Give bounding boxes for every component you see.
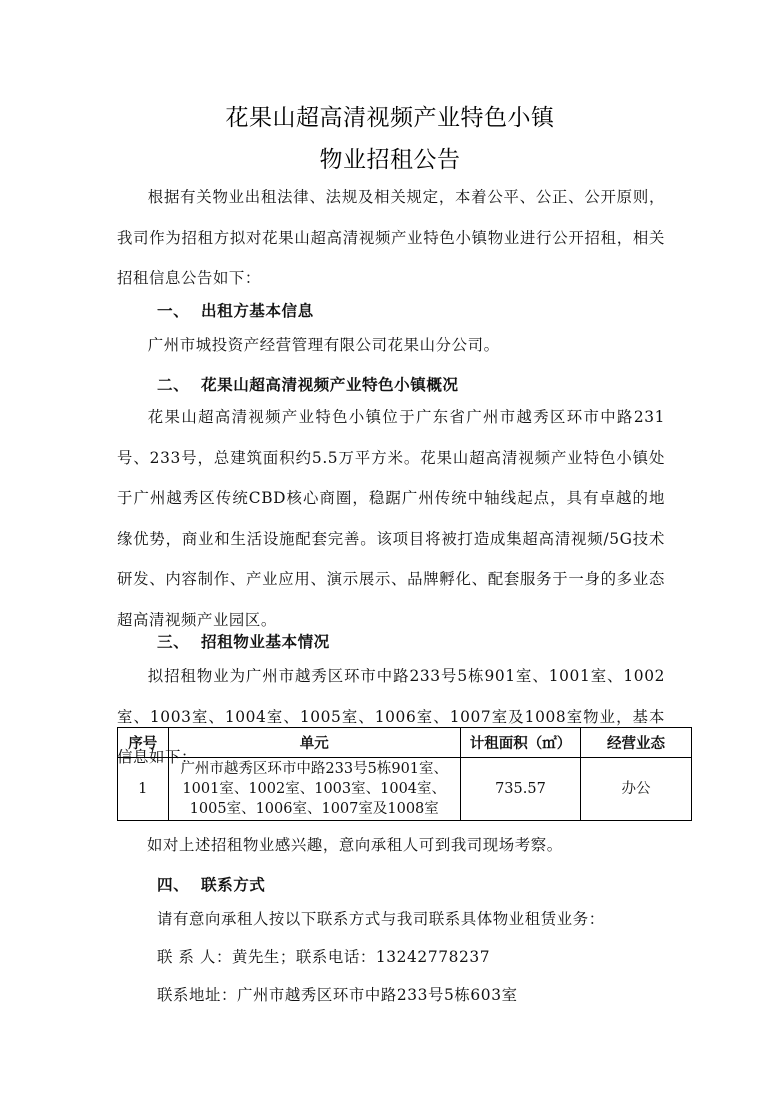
- section-4-title: 联系方式: [201, 876, 266, 894]
- table-cell-index: 1: [118, 758, 169, 821]
- section-1-heading: [157, 299, 314, 321]
- section-3-number: 三、: [157, 633, 190, 651]
- page-subtitle: 物业招租公告: [319, 147, 461, 173]
- after-table-note: 如对上述招租物业感兴趣，意向承租人可到我司现场考察。: [147, 836, 563, 854]
- section-1-number: 一、: [157, 302, 190, 320]
- table-header-unit: 单元: [168, 728, 460, 758]
- section-4-number: 四、: [157, 876, 190, 894]
- section-3-title: 招租物业基本情况: [201, 633, 330, 651]
- section-2-heading: [157, 373, 459, 395]
- section-3-body: 拟招租物业为广州市越秀区环市中路233号5栋901室、1001室、1002室、1003室、1004室、1005室、1006室、1007室及1008室物业，基本信息如下：: [117, 667, 665, 766]
- property-table: [117, 727, 692, 821]
- section-4-body: 请有意向承租人按以下联系方式与我司联系具体物业租赁业务：: [157, 910, 605, 928]
- table-header-type: 经营业态: [581, 728, 692, 758]
- section-2-body: 花果山超高清视频产业特色小镇位于广东省广州市越秀区环市中路231号、233号，总建筑面积约5.5万平方米。花果山超高清视频产业特色小镇处于广州越秀区传统CBD核心商圈，稳踞广州传统中轴线起点，具有卓越的地缘优势，商业和生活设施配套完善。该项目将被打造成集超高清视频/5G技术研发、内容制作、产业应用、演示展示、品牌孵化、配套服务于一身的多业态超高清视频产业园区。: [117, 408, 665, 629]
- contact-line: 联 系 人：黄先生；联系电话：13242778237: [157, 948, 491, 966]
- section-3-heading: [157, 630, 330, 652]
- section-2-number: 二、: [157, 376, 190, 394]
- section-2-title: 花果山超高清视频产业特色小镇概况: [201, 376, 459, 394]
- table-cell-unit: 广州市越秀区环市中路233号5栋901室、1001室、1002室、1003室、1004室、1005室、1006室、1007室及1008室: [168, 758, 460, 821]
- table-cell-type: 办公: [581, 758, 692, 821]
- section-1-body: 广州市城投资产经营管理有限公司花果山分公司。: [147, 336, 500, 354]
- table-header-area: 计租面积（㎡）: [460, 728, 580, 758]
- table-row: [118, 758, 692, 821]
- table-header-row: [118, 728, 692, 758]
- table-cell-area: 735.57: [460, 758, 580, 821]
- page-title: 花果山超高清视频产业特色小镇: [225, 105, 555, 131]
- address-line: 联系地址：广州市越秀区环市中路233号5栋603室: [157, 986, 518, 1004]
- table-header-index: 序号: [118, 728, 169, 758]
- section-4-heading: [157, 873, 265, 895]
- intro-paragraph: 根据有关物业出租法律、法规及相关规定，本着公平、公正、公开原则，我司作为招租方拟对花果山超高清视频产业特色小镇物业进行公开招租，相关招租信息公告如下：: [117, 188, 665, 287]
- section-1-title: 出租方基本信息: [201, 302, 314, 320]
